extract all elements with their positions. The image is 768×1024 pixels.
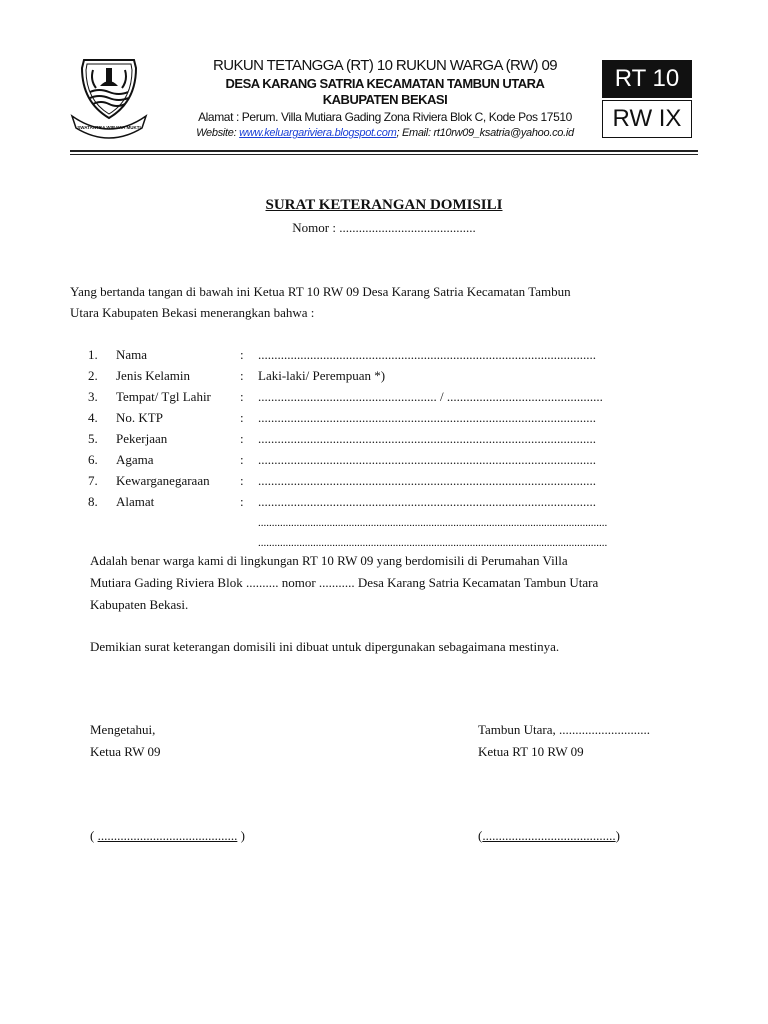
letterhead-address: Alamat : Perum. Villa Mutiara Gading Zona Riviera Blok C, Kode Pos 17510 bbox=[198, 110, 572, 124]
field-label: Nama bbox=[116, 347, 148, 362]
field-value: Laki-laki/ Perempuan *) bbox=[258, 368, 386, 383]
document-number: Nomor : .......................................... bbox=[292, 220, 476, 235]
website-label: Website: bbox=[196, 127, 240, 139]
field-label: Agama bbox=[116, 452, 154, 467]
field-number: 7. bbox=[88, 473, 98, 488]
field-number: 3. bbox=[88, 389, 98, 404]
document-title: SURAT KETERANGAN DOMISILI bbox=[265, 197, 503, 213]
statement-line3: Kabupaten Bekasi. bbox=[90, 597, 189, 612]
letterhead-contact bbox=[170, 127, 600, 139]
paren-close: ) bbox=[615, 828, 620, 843]
field-number: 5. bbox=[88, 431, 98, 446]
field-blank: ........................................................................................................ bbox=[258, 494, 596, 509]
letterhead-village: DESA KARANG SATRIA KECAMATAN TAMBUN UTARA bbox=[225, 76, 545, 91]
field-blank: ........................................................................................................ bbox=[258, 452, 596, 467]
signature-left-title: Ketua RW 09 bbox=[90, 744, 161, 759]
field-blank: ........................................................................................................ bbox=[258, 473, 596, 488]
rw-label: RW IX bbox=[602, 100, 692, 138]
paren-open: ( bbox=[90, 828, 98, 843]
letterhead-divider-thick bbox=[70, 150, 698, 152]
bekasi-emblem-logo bbox=[66, 56, 152, 140]
name-blank: ......................................... bbox=[482, 828, 616, 843]
field-number: 6. bbox=[88, 452, 98, 467]
field-label: Pekerjaan bbox=[116, 431, 168, 446]
field-colon: : bbox=[240, 368, 244, 383]
field-label: Tempat/ Tgl Lahir bbox=[116, 389, 211, 404]
field-label: No. KTP bbox=[116, 410, 163, 425]
rt-label: RT 10 bbox=[602, 60, 692, 98]
field-colon: : bbox=[240, 452, 244, 467]
signature-right-name bbox=[478, 828, 620, 844]
letterhead-regency: KABUPATEN BEKASI bbox=[322, 92, 448, 107]
name-blank: ........................................... bbox=[97, 828, 238, 843]
statement-line2: Mutiara Gading Riviera Blok .......... nomor ........... Desa Karang Satria Kecamatan Tambun Utara bbox=[90, 575, 599, 590]
field-blank: ........................................................................................................ bbox=[258, 347, 596, 362]
field-label: Kewarganegaraan bbox=[116, 473, 210, 488]
field-colon: : bbox=[240, 494, 244, 509]
address-blank-line2: ............................................................................................................................... bbox=[258, 517, 608, 529]
rt-rw-badge bbox=[602, 60, 692, 140]
signature-left-heading: Mengetahui, bbox=[90, 722, 156, 737]
field-blank: ........................................................................................................ bbox=[258, 431, 596, 446]
field-colon: : bbox=[240, 347, 244, 362]
field-colon: : bbox=[240, 473, 244, 488]
paren-close: ) bbox=[237, 828, 245, 843]
signature-right-place-date: Tambun Utara, ............................ bbox=[478, 722, 651, 737]
field-colon: : bbox=[240, 431, 244, 446]
field-number: 4. bbox=[88, 410, 98, 425]
field-number: 8. bbox=[88, 494, 98, 509]
closing-statement: Demikian surat keterangan domisili ini dibuat untuk dipergunakan sebagaimana mestinya. bbox=[90, 639, 560, 654]
website-link[interactable]: www.keluargariviera.blogspot.com bbox=[239, 127, 397, 139]
statement-line1: Adalah benar warga kami di lingkungan RT 10 RW 09 yang berdomisili di Perumahan Villa bbox=[90, 553, 568, 568]
letterhead-line1: RUKUN TETANGGA (RT) 10 RUKUN WARGA (RW) 09 bbox=[212, 57, 557, 74]
field-label: Jenis Kelamin bbox=[116, 368, 191, 383]
intro-line1: Yang bertanda tangan di bawah ini Ketua RT 10 RW 09 Desa Karang Satria Kecamatan Tambun bbox=[70, 284, 571, 299]
letterhead-line2 bbox=[170, 76, 600, 108]
address-blank-line3: ............................................................................................................................... bbox=[258, 537, 608, 549]
field-label: Alamat bbox=[116, 494, 155, 509]
logo-motto: SWATANTRA WIBAWA MUKTI bbox=[77, 125, 141, 130]
signature-right-title: Ketua RT 10 RW 09 bbox=[478, 744, 584, 759]
email-text: ; Email: rt10rw09_ksatria@yahoo.co.id bbox=[396, 127, 574, 139]
field-number: 1. bbox=[88, 347, 98, 362]
signature-left-name bbox=[90, 828, 245, 844]
intro-line2: Utara Kabupaten Bekasi menerangkan bahwa : bbox=[70, 305, 315, 320]
letterhead-divider-thin bbox=[70, 154, 698, 155]
field-colon: : bbox=[240, 410, 244, 425]
field-colon: : bbox=[240, 389, 244, 404]
field-number: 2. bbox=[88, 368, 98, 383]
paren-open: ( bbox=[478, 828, 483, 843]
field-blank: ....................................................... / ................................................ bbox=[258, 389, 603, 404]
field-blank: ........................................................................................................ bbox=[258, 410, 596, 425]
